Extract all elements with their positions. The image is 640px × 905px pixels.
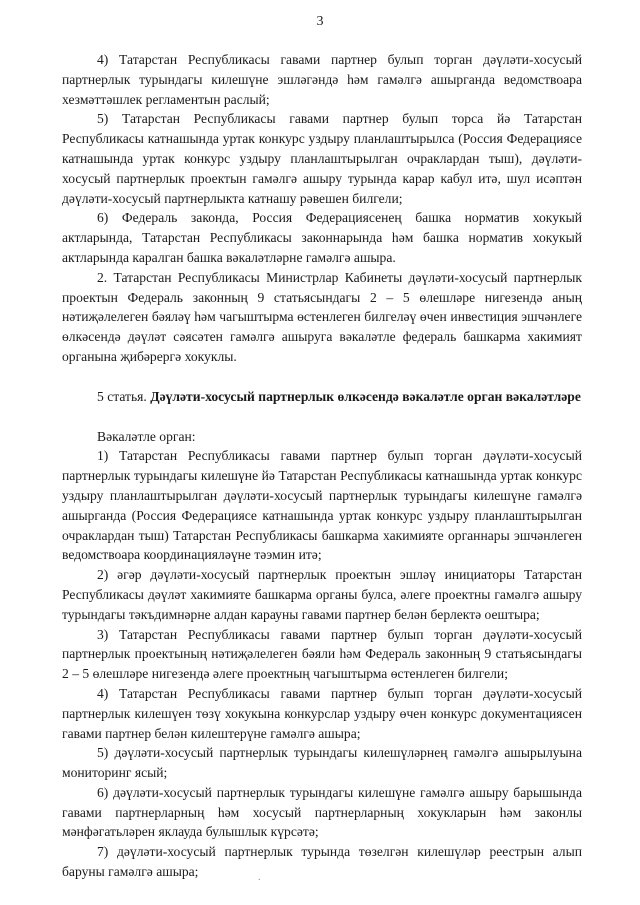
paragraph-power-1: 1) Татарстан Республикасы гавами партнер булып торган дәүләти-хосусый партнерлык турындагы килешүне йә Татарстан Республикасы катнашында уртак конкурс уздыру планлаштырылган дәүләти-хосусый партнерлык турындагы килешүне гамәлгә ашырганда (Россия Федерациясе катнашында уртак конкурс уздыру планлаштырылган очраклардан тыш) Татарстан Республикасы башкарма хакимияте органнары эшчәнлеген ведомствоара координацияләүне тәэмин итә; bbox=[62, 448, 582, 563]
page-number: 3 bbox=[316, 14, 324, 29]
paragraph-power-2: 2) әгәр дәүләти-хосусый партнерлык проектын эшләү инициаторы Татарстан Республикасы дәүләт хакимияте башкарма органы булса, әлеге проектны гамәлгә ашыру турындагы тәкъдимнәрне алдан карауны гавами партнер белән берлектә оештыра; bbox=[62, 567, 582, 622]
scan-dot: . bbox=[258, 872, 261, 883]
spacer bbox=[62, 367, 582, 387]
paragraph-power-3: 3) Татарстан Республикасы гавами партнер булып торган дәүләти-хосусый партнерлык проектының нәтиҗәлелеген бәяли һәм Федераль законның 9 статьясындагы 2 – 5 өлешләре нигезендә әлеге проектның чагыштырма өстенлеген билгели; bbox=[62, 626, 582, 682]
article-number: 5 статья. bbox=[97, 388, 147, 404]
paragraph-item-6: 6) Федераль законда, Россия Федерациясенең башка норматив хокукый актларында, Татарстан Республикасы законнарында һәм башка норматив хокукый актларында каралган башка вәкаләтләрне гамәлгә ашыра. bbox=[62, 210, 582, 265]
paragraph-power-5: 5) дәүләти-хосусый партнерлык турындагы килешүләрнең гамәлгә ашырылуына мониторинг ясый; bbox=[62, 745, 582, 781]
paragraph-power-6: 6) дәүләти-хосусый партнерлык турындагы килешүне гамәлгә ашыру барышында гавами партнерларның һәм хосусый партнерларның хокукларын һәм законлы мәнфәгатьләрен яклауда булышлык күрсәтә; bbox=[62, 784, 582, 840]
paragraph-intro: Вәкаләтле орган: bbox=[97, 428, 196, 444]
paragraph-power-7: 7) дәүләти-хосусый партнерлык турында төзелгән килешүләр реестрын алып баруны гамәлгә ашыра; bbox=[62, 844, 582, 880]
article-title: Дәүләти-хосусый партнерлык өлкәсендә вәкаләтле орган вәкаләтләре bbox=[150, 388, 581, 404]
paragraph-item-5: 5) Татарстан Республикасы гавами партнер булып торса йә Татарстан Республикасы катнашында уртак конкурс уздыру планлаштырылса (Россия Федерациясе катнашында уртак конкурс уздыру планлаштырылган очраклардан тыш), дәүләти-хосусый партнерлык проектын гамәлгә ашыру турында карар кабул итә, шул исәптән дәүләти-хосусый партнерлыкта катнашу рәвешен билгели; bbox=[62, 111, 582, 206]
paragraph-item-4: 4) Татарстан Республикасы гавами партнер булып торган дәүләти-хосусый партнерлык турындагы килешүне эшләгәндә һәм гамәлгә ашырганда ведомствоара хезмәттәшлек регламентын раслый; bbox=[62, 52, 582, 107]
article-heading bbox=[62, 387, 582, 407]
paragraph-power-4: 4) Татарстан Республикасы гавами партнер булып торган дәүләти-хосусый партнерлык килешүен төзү хокукына конкурслар уздыру өчен конкурс документациясен гавами партнер белән килештерүне гамәлгә ашыра; bbox=[62, 685, 582, 741]
spacer bbox=[62, 407, 582, 427]
document-body bbox=[62, 50, 582, 882]
paragraph-section-2: 2. Татарстан Республикасы Министрлар Кабинеты дәүләти-хосусый партнерлык проектын Федераль законның 9 статьясындагы 2 – 5 өлешләре нигезендә аның нәтиҗәлелеген бәяләү һәм чагыштырма өстенлеген билгеләү өчен инвестиция эшчәнлеге өлкәсендә дәүләт сәясәтен гамәлгә ашыруга вәкаләтле федераль башкарма хакимият органына җибәрергә хокуклы. bbox=[62, 269, 582, 364]
